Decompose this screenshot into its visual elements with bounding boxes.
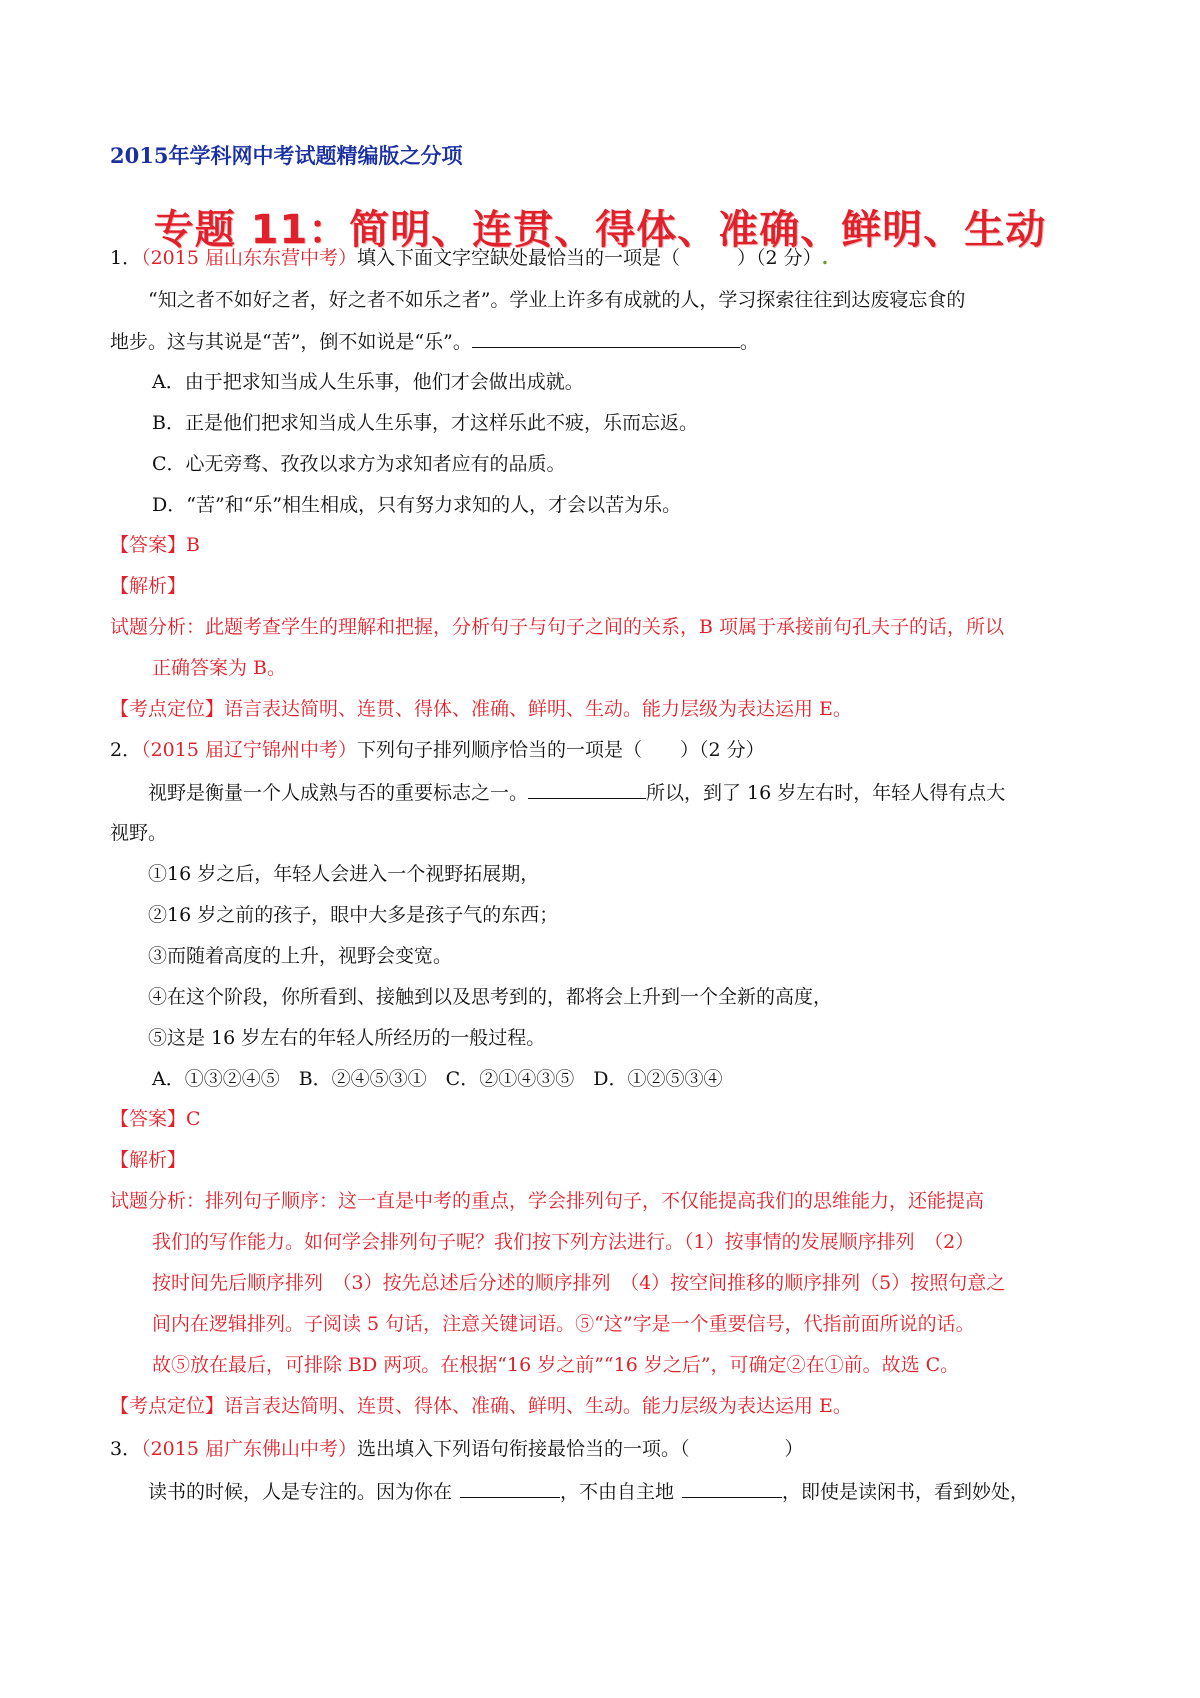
q1-passage2b: 。 — [739, 331, 759, 353]
q2-analysis-line5: 故⑤放在最后，可排除 BD 两项。在根据“16 岁之前”“16 岁之后”，可确定②在①前。故选 C。 — [152, 1354, 960, 1376]
q2-kaodian — [110, 1394, 852, 1418]
q2-options: A．①③②④⑤ B．②④⑤③① C．②①④③⑤ D．①②⑤③④ — [152, 1068, 723, 1090]
q2-sentence-4: ④在这个阶段，你所看到、接触到以及思考到的，都将会上升到一个全新的高度， — [148, 986, 833, 1008]
q2-analysis-label: 【解析】 — [110, 1149, 187, 1171]
q3-number: 3． — [110, 1438, 142, 1460]
q1-stem: 填入下面文字空缺处最恰当的一项是（ ）（2 分） — [357, 247, 822, 269]
q1-dot: . — [821, 247, 829, 269]
q1-source: （2015 届山东东营中考） — [141, 247, 357, 269]
q2-blank — [528, 780, 646, 799]
q1-analysis-line2: 正确答案为 B。 — [152, 657, 287, 679]
q2-analysis-line1: 试题分析：排列句子顺序：这一直是中考的重点，学会排列句子，不仅能提高我们的思维能力，还能提高 — [110, 1190, 985, 1212]
q1-option-a: A．由于把求知当成人生乐事，他们才会做出成就。 — [152, 371, 584, 393]
q1-kaodian-text: 语言表达简明、连贯、得体、准确、鲜明、生动。能力层级为表达运用 E。 — [224, 698, 852, 720]
q3-source: （2015 届广东佛山中考） — [141, 1438, 357, 1460]
q2-passage-line1 — [148, 780, 1005, 805]
q1-passage-line1: “知之者不如好之者，好之者不如乐之者”。学业上许多有成就的人，学习探索往往到达废寝忘食的 — [148, 289, 966, 311]
q3-passage-line1 — [148, 1479, 1029, 1504]
q1-analysis-line1: 试题分析：此题考查学生的理解和把握，分析句子与句子之间的关系，B 项属于承接前句孔夫子的话，所以 — [110, 616, 1005, 638]
q1-kaodian — [110, 697, 852, 721]
q2-kaodian-text: 语言表达简明、连贯、得体、准确、鲜明、生动。能力层级为表达运用 E。 — [224, 1395, 852, 1417]
q1-passage2a: 地步。这与其说是“苦”，倒不如说是“乐”。 — [110, 331, 472, 353]
q3-blank-1 — [460, 1479, 560, 1498]
q1-option-c: C．心无旁骛、孜孜以求方为求知者应有的品质。 — [152, 453, 566, 475]
q2-sentence-3: ③而随着高度的上升，视野会变宽。 — [148, 945, 453, 967]
q2-source: （2015 届辽宁锦州中考） — [141, 739, 357, 761]
q1-stem-line — [110, 246, 828, 270]
q1-option-d: D．“苦”和“乐”相生相成，只有努力求知的人，才会以苦为乐。 — [152, 494, 682, 516]
q2-number: 2． — [110, 739, 142, 761]
q3-stem-line — [110, 1437, 804, 1461]
q1-analysis-label: 【解析】 — [110, 575, 187, 597]
q2-passage1b: 所以，到了 16 岁左右时，年轻人得有点大 — [646, 782, 1006, 804]
q3-passage-a: 读书的时候，人是专注的。因为你在 — [148, 1481, 453, 1503]
q2-sentence-5: ⑤这是 16 岁左右的年轻人所经历的一般过程。 — [148, 1027, 546, 1049]
q1-answer — [110, 533, 200, 557]
q2-analysis-line3: 按时间先后顺序排列 （3）按先总述后分述的顺序排列 （4）按空间推移的顺序排列（5）按照句意之 — [152, 1272, 1006, 1294]
q3-passage-c: ，即使是读闲书，看到妙处， — [782, 1481, 1030, 1503]
q2-analysis-line4: 间内在逻辑排列。子阅读 5 句话，注意关键词语。⑤“这”字是一个重要信号，代指前面所说的话。 — [152, 1313, 975, 1335]
document-header: 2015年学科网中考试题精编版之分项 — [110, 143, 463, 168]
q2-passage1a: 视野是衡量一个人成熟与否的重要标志之一。 — [148, 782, 529, 804]
q2-kaodian-label: 【考点定位】 — [110, 1395, 225, 1417]
q1-answer-value: B — [186, 534, 200, 556]
q3-passage-b: ，不由自主地 — [560, 1481, 675, 1503]
q1-option-b: B．正是他们把求知当成人生乐事，才这样乐此不疲，乐而忘返。 — [152, 412, 698, 434]
q2-passage-line2: 视野。 — [110, 822, 168, 844]
q2-sentence-1: ①16 岁之后，年轻人会进入一个视野拓展期， — [148, 863, 540, 885]
q3-blank-2 — [682, 1479, 782, 1498]
q3-stem: 选出填入下列语句衔接最恰当的一项。（ ） — [357, 1438, 804, 1460]
q2-stem-line — [110, 738, 765, 762]
q2-stem: 下列句子排列顺序恰当的一项是（ ）（2 分） — [357, 739, 765, 761]
q1-passage-line2 — [110, 329, 759, 354]
document-title: 专题 11：简明、连贯、得体、准确、鲜明、生动 — [153, 207, 1047, 253]
q2-answer-label: 【答案】 — [110, 1108, 187, 1130]
q1-answer-label: 【答案】 — [110, 534, 187, 556]
q1-blank — [472, 329, 740, 348]
q2-analysis-line2: 我们的写作能力。如何学会排列句子呢？我们按下列方法进行。（1）按事情的发展顺序排列 （2） — [152, 1231, 975, 1253]
q2-answer — [110, 1107, 201, 1131]
q1-number: 1． — [110, 247, 142, 269]
q1-kaodian-label: 【考点定位】 — [110, 698, 225, 720]
q2-answer-value: C — [186, 1108, 201, 1130]
q2-sentence-2: ②16 岁之前的孩子，眼中大多是孩子气的东西； — [148, 904, 559, 926]
